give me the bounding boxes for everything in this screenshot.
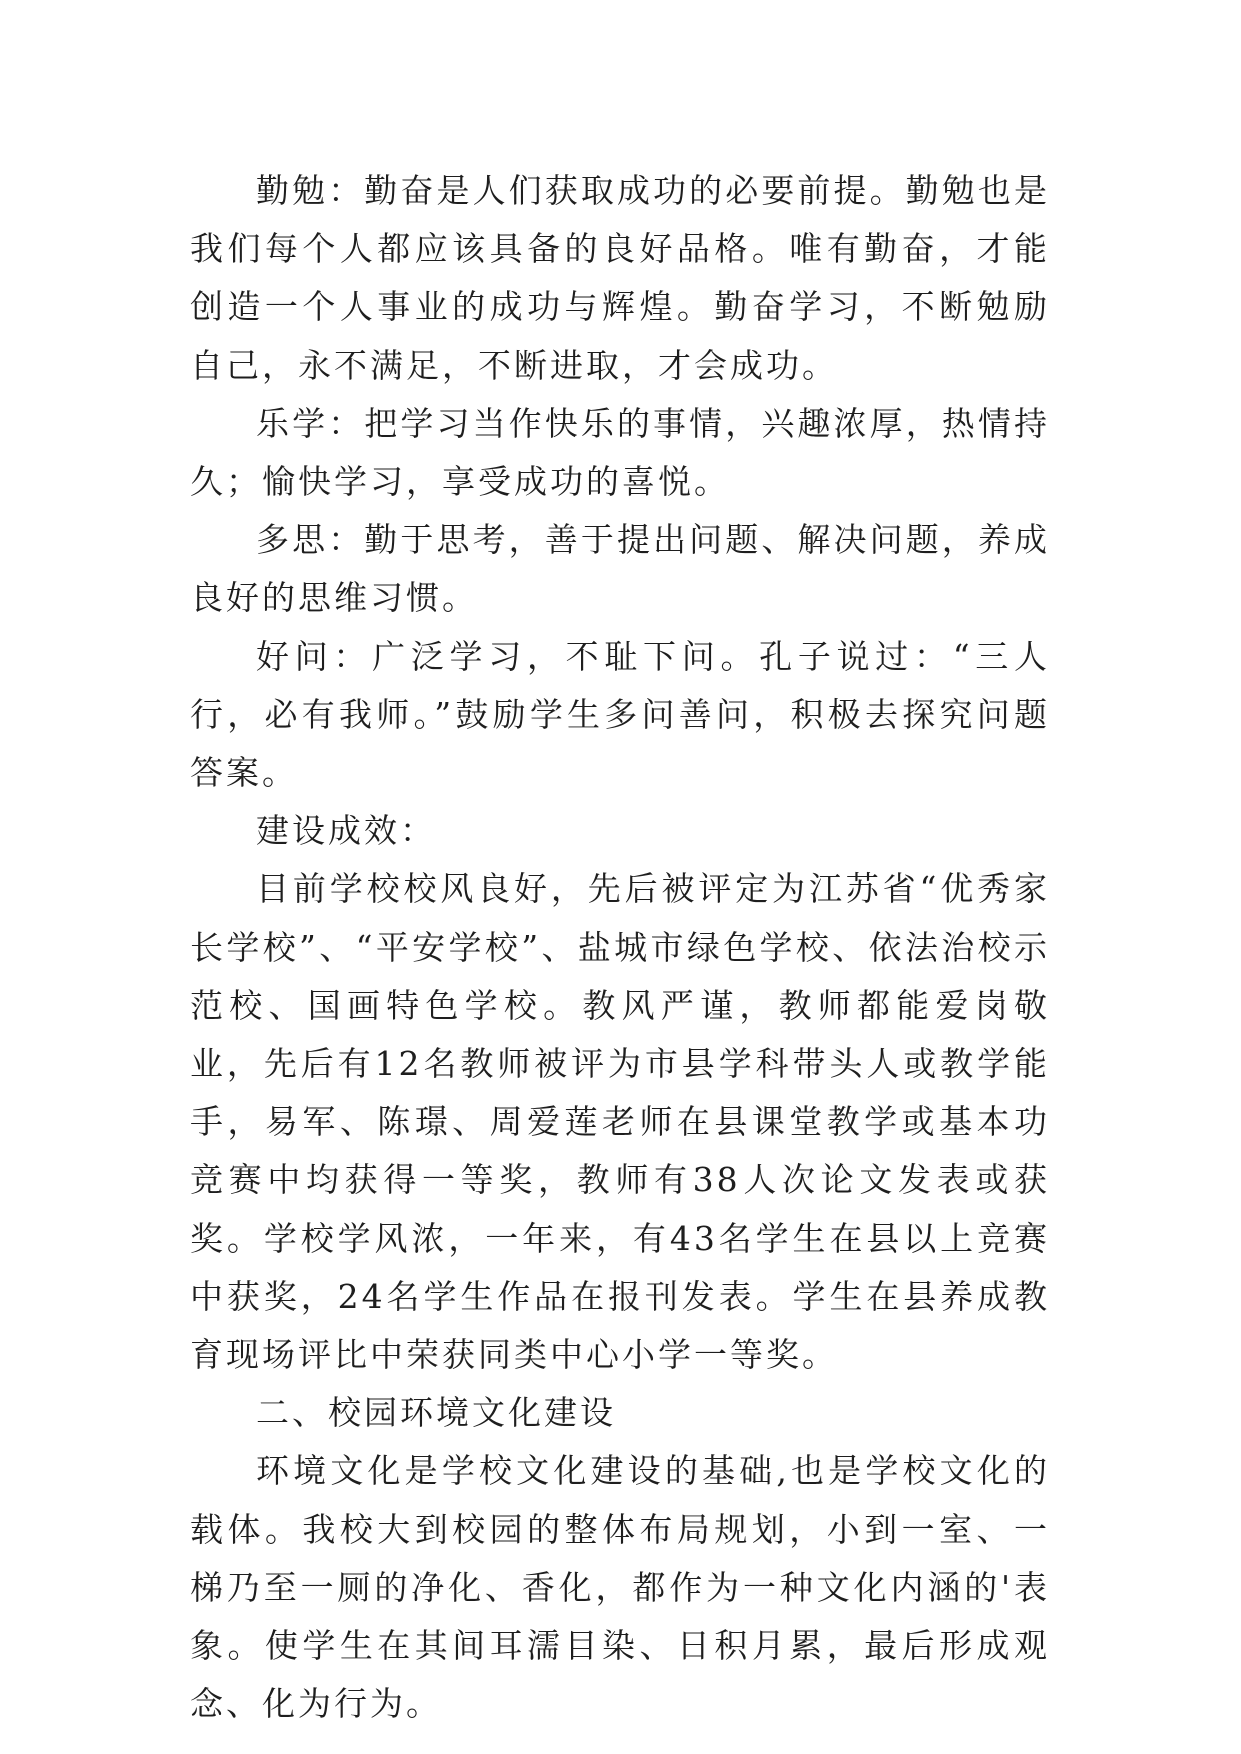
paragraph-diligence: 勤勉：勤奋是人们获取成功的必要前提。勤勉也是我们每个人都应该具备的良好品格。唯有勤奋，才能创造一个人事业的成功与辉煌。勤奋学习，不断勉励自己，永不满足，不断进取，才会成功。 [190, 171, 1050, 385]
document-body [190, 162, 1050, 1733]
paragraph-inquiry: 好问：广泛学习，不耻下问。孔子说过：“三人行，必有我师。”鼓励学生多问善问，积极去探究问题答案。 [190, 636, 1050, 793]
section-heading-campus-environment: 二、校园环境文化建设 [256, 1393, 616, 1433]
paragraph-heading-results: 建设成效： [256, 811, 436, 851]
paragraph-happy-learning: 乐学：把学习当作快乐的事情，兴趣浓厚，热情持久；愉快学习，享受成功的喜悦。 [190, 403, 1050, 502]
paragraph-results: 目前学校校风良好，先后被评定为江苏省“优秀家长学校”、“平安学校”、盐城市绿色学校、依法治校示范校、国画特色学校。教风严谨，教师都能爱岗敬业，先后有12名教师被评为市县学科带头人或教学能手，易军、陈璟、周爱莲老师在县课堂教学或基本功竞赛中均获得一等奖，教师有38人次论文发表或获奖。学校学风浓，一年来，有43名学生在县以上竞赛中获奖，24名学生作品在报刊发表。学生在县养成教育现场评比中荣获同类中心小学一等奖。 [190, 869, 1050, 1375]
paragraph-environment-culture: 环境文化是学校文化建设的基础,也是学校文化的载体。我校大到校园的整体布局规划，小到一室、一梯乃至一厕的净化、香化，都作为一种文化内涵的'表象。使学生在其间耳濡目染、日积月累，最后形成观念、化为行为。 [190, 1451, 1050, 1724]
paragraph-thinking: 多思：勤于思考，善于提出问题、解决问题，养成良好的思维习惯。 [190, 520, 1050, 618]
